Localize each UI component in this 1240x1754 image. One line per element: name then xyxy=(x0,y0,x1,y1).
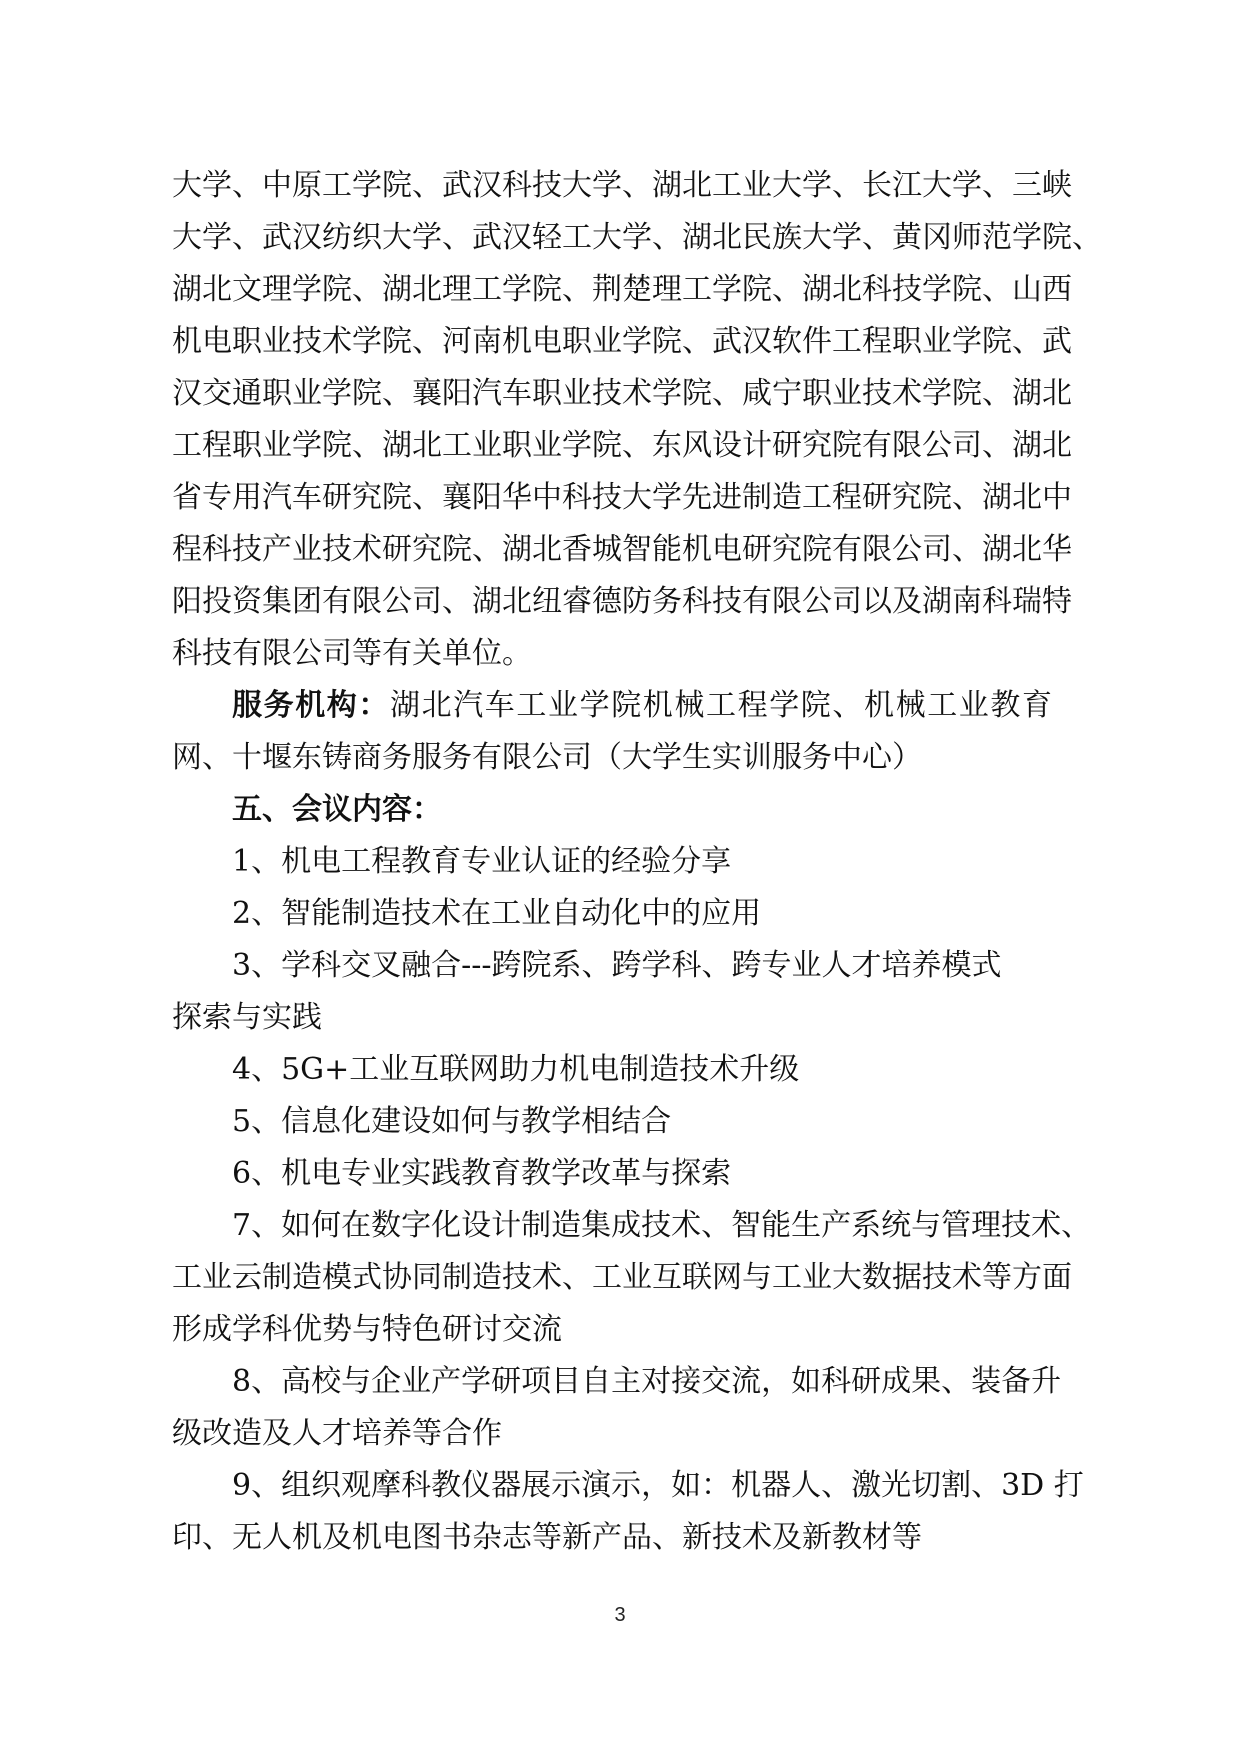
list-item-line: 7、如何在数字化设计制造集成技术、智能生产系统与管理技术、 xyxy=(232,1208,1092,1243)
list-item-line: 工业云制造模式协同制造技术、工业互联网与工业大数据技术等方面 xyxy=(172,1260,1072,1295)
list-item-line: 级改造及人才培养等合作 xyxy=(172,1416,502,1451)
page-number: 3 xyxy=(614,1604,626,1626)
list-item xyxy=(172,1096,1052,1148)
list-item-line: 探索与实践 xyxy=(172,1000,322,1035)
list-item xyxy=(172,1200,1092,1356)
service-org-text: 湖北汽车工业学院机械工程学院、机械工业教育 xyxy=(390,688,1052,723)
list-item-line: 2、智能制造技术在工业自动化中的应用 xyxy=(232,896,762,931)
list-item xyxy=(172,836,1052,888)
list-item xyxy=(172,1044,1052,1096)
paragraph-line: 省专用汽车研究院、襄阳华中科技大学先进制造工程研究院、湖北中 xyxy=(172,480,1072,515)
list-item xyxy=(172,940,1052,1044)
paragraph-line: 阳投资集团有限公司、湖北纽睿德防务科技有限公司以及湖南科瑞特 xyxy=(172,584,1072,619)
list-item-line: 5、信息化建设如何与教学相结合 xyxy=(232,1104,672,1139)
service-org-line: 网、十堰东铸商务服务有限公司（大学生实训服务中心） xyxy=(172,740,922,775)
agenda-list xyxy=(172,836,1092,1564)
paragraph-line: 湖北文理学院、湖北理工学院、荆楚理工学院、湖北科技学院、山西 xyxy=(172,272,1072,307)
list-item-line: 4、5G+工业互联网助力机电制造技术升级 xyxy=(232,1052,800,1087)
list-item-line: 形成学科优势与特色研讨交流 xyxy=(172,1312,562,1347)
service-org-label: 服务机构： xyxy=(232,688,390,723)
page-body xyxy=(172,160,1102,1564)
participants-paragraph xyxy=(172,160,1102,680)
list-item xyxy=(172,1148,1052,1200)
list-item-line: 印、无人机及机电图书杂志等新产品、新技术及新教材等 xyxy=(172,1520,922,1555)
service-org-paragraph xyxy=(172,680,1052,784)
paragraph-line: 程科技产业技术研究院、湖北香城智能机电研究院有限公司、湖北华 xyxy=(172,532,1072,567)
paragraph-line: 大学、武汉纺织大学、武汉轻工大学、湖北民族大学、黄冈师范学院、 xyxy=(172,220,1102,255)
list-item xyxy=(172,1356,1062,1460)
paragraph-line: 汉交通职业学院、襄阳汽车职业技术学院、咸宁职业技术学院、湖北 xyxy=(172,376,1072,411)
list-item-line: 3、学科交叉融合---跨院系、跨学科、跨专业人才培养模式 xyxy=(232,948,1002,983)
paragraph-line: 工程职业学院、湖北工业职业学院、东风设计研究院有限公司、湖北 xyxy=(172,428,1072,463)
list-item-line: 6、机电专业实践教育教学改革与探索 xyxy=(232,1156,732,1191)
list-item-line: 1、机电工程教育专业认证的经验分享 xyxy=(232,844,732,879)
list-item xyxy=(172,1460,1084,1564)
list-item-line: 8、高校与企业产学研项目自主对接交流，如科研成果、装备升 xyxy=(232,1364,1062,1399)
paragraph-line: 机电职业技术学院、河南机电职业学院、武汉软件工程职业学院、武 xyxy=(172,324,1072,359)
service-org-line xyxy=(172,680,1052,732)
list-item-line: 9、组织观摩科教仪器展示演示，如：机器人、激光切割、3D 打 xyxy=(232,1468,1084,1503)
section-heading: 五、会议内容： xyxy=(232,792,442,827)
list-item xyxy=(172,888,1052,940)
paragraph-line: 大学、中原工学院、武汉科技大学、湖北工业大学、长江大学、三峡 xyxy=(172,168,1072,203)
paragraph-line: 科技有限公司等有关单位。 xyxy=(172,636,532,671)
